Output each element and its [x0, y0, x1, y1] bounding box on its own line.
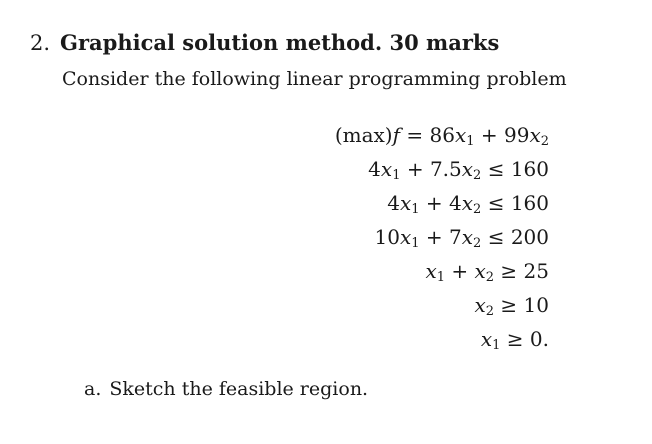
- constraint-6-rhs: 0.: [529, 327, 549, 351]
- constraint-2-coef-x2: 4: [449, 191, 462, 215]
- lp-formulation: [249, 118, 549, 356]
- constraint-4: $x_1 + x_2 \ge 25$: [425, 259, 549, 285]
- constraint-6: $x_1 \ge 0$.: [480, 327, 549, 353]
- objective-function: $(\max)f = 86x_1 + 99x_2$: [334, 123, 549, 149]
- objective-prefix: (max): [334, 123, 393, 147]
- constraint-3-coef-x1: 10: [374, 225, 400, 249]
- constraint-2: $4x_1 + 4x_2 \le 160$: [387, 191, 549, 217]
- constraint-5-relation: ≥: [500, 293, 518, 317]
- constraint-1: $4x_1 + 7.5x_2 \le 160$: [368, 157, 549, 183]
- objective-relation: =: [406, 123, 424, 147]
- question-intro: Consider the following linear programming problem: [62, 68, 567, 90]
- subquestion-text: Sketch the feasible region.: [109, 378, 369, 400]
- subquestion-a: [84, 378, 368, 400]
- constraint-3: $10x_1 + 7x_2 \le 200$: [374, 225, 549, 251]
- constraint-1-coef-x2: 7.5: [429, 157, 462, 181]
- constraint-3-coef-x2: 7: [449, 225, 462, 249]
- constraint-2-relation: ≤: [487, 191, 505, 215]
- question-number: 2.: [30, 31, 51, 55]
- constraint-6-relation: ≥: [506, 327, 524, 351]
- constraint-4-relation: ≥: [500, 259, 518, 283]
- constraint-3-rhs: 200: [510, 225, 549, 249]
- subquestion-label: a.: [84, 378, 102, 400]
- constraint-5-rhs: 10: [523, 293, 549, 317]
- constraint-1-coef-x1: 4: [368, 157, 381, 181]
- constraint-3-relation: ≤: [487, 225, 505, 249]
- objective-coef-x1: 86: [429, 123, 455, 147]
- objective-symbol: f: [392, 123, 400, 147]
- question-title: Graphical solution method. 30 marks: [60, 30, 500, 55]
- question-heading: [30, 30, 499, 55]
- constraint-4-rhs: 25: [523, 259, 549, 283]
- constraint-2-rhs: 160: [510, 191, 549, 215]
- objective-coef-x2: 99: [503, 123, 530, 147]
- constraint-1-relation: ≤: [487, 157, 505, 181]
- constraint-1-rhs: 160: [510, 157, 549, 181]
- constraint-2-coef-x1: 4: [387, 191, 400, 215]
- constraint-5: $x_2 \ge 10$: [474, 293, 549, 319]
